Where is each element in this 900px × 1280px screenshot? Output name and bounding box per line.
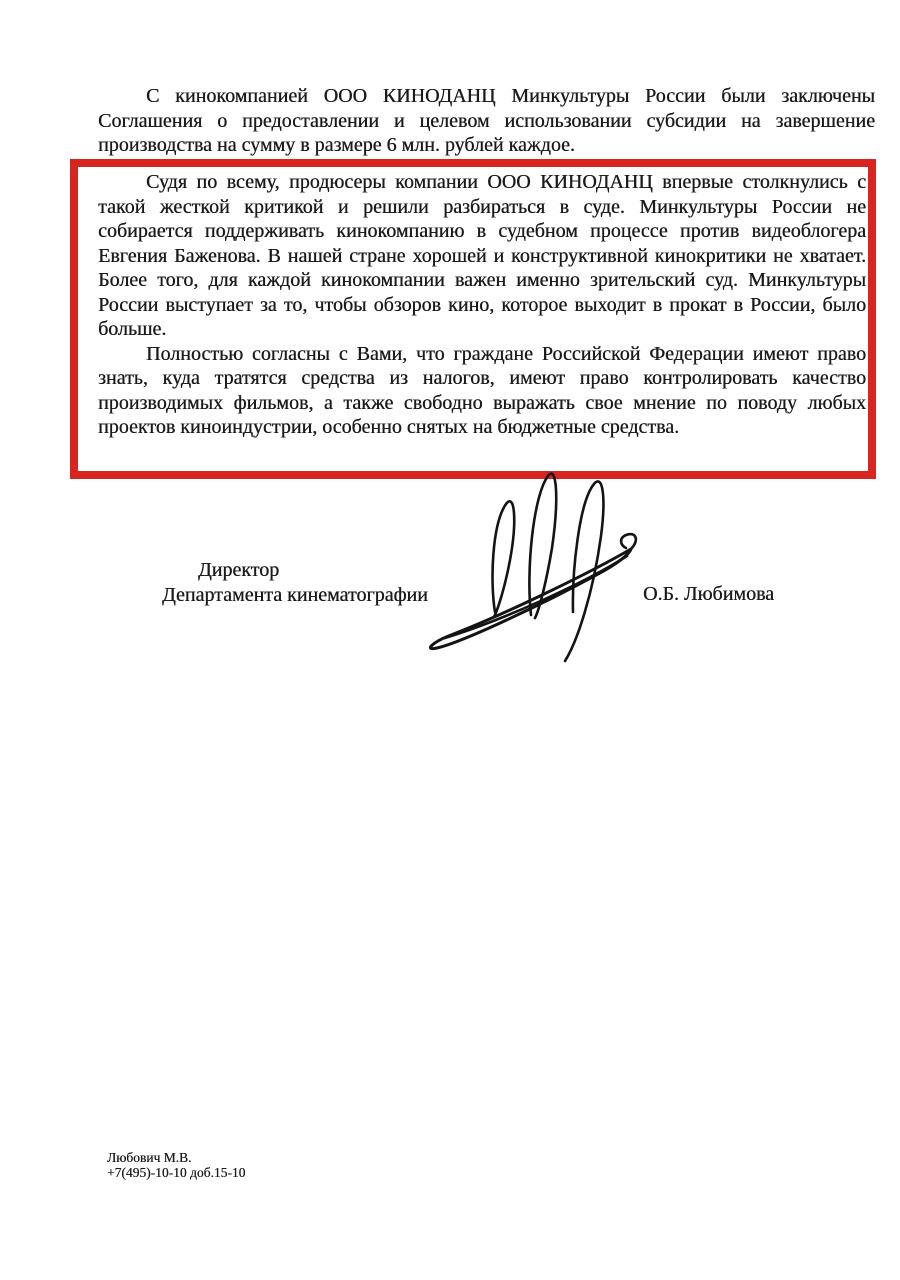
highlighted-paragraph-1: Судя по всему, продюсеры компании ООО КИНОДАНЦ впервые столкнулись с такой жесткой критикой и решили разбираться в суде. Минкультуры России не собирается поддерживать кинокомпанию в судебном процессе против видеоблогера Евгения Баженова. В нашей стране хорошей и конструктивной кинокритики не хватает. Более того, для каждой кинокомпании важен именно зрительский суд. Минкультуры России выступает за то, чтобы обзоров кино, которое выходит в прокат в России, было больше. (98, 171, 866, 340)
signer-name: О.Б. Любимова (643, 583, 775, 605)
footer-contact-phone: +7(495)-10-10 доб.15-10 (107, 1164, 246, 1180)
highlighted-paragraph-2: Полностью согласны с Вами, что граждане Российской Федерации имеют право знать, куда тратятся средства из налогов, имеют право контролировать качество производимых фильмов, а также свободно выражать свое мнение по поводу любых проектов киноиндустрии, особенно снятых на бюджетные средства. (98, 342, 866, 438)
handwritten-signature-image (393, 452, 703, 682)
opening-paragraph (98, 84, 875, 158)
footer-contact-name: Любович М.В. (107, 1150, 192, 1165)
signer-title-line1: Директор (198, 559, 280, 581)
footer-contact (107, 1151, 245, 1180)
opening-paragraph-text: С кинокомпанией ООО КИНОДАНЦ Минкультуры России были заключены Соглашения о предоставлении и целевом использовании субсидии на завершение производства на сумму в размере 6 млн. рублей каждое. (98, 85, 875, 156)
highlighted-text-block (98, 170, 866, 440)
signer-title-line2: Департамента кинематографии (162, 584, 428, 606)
